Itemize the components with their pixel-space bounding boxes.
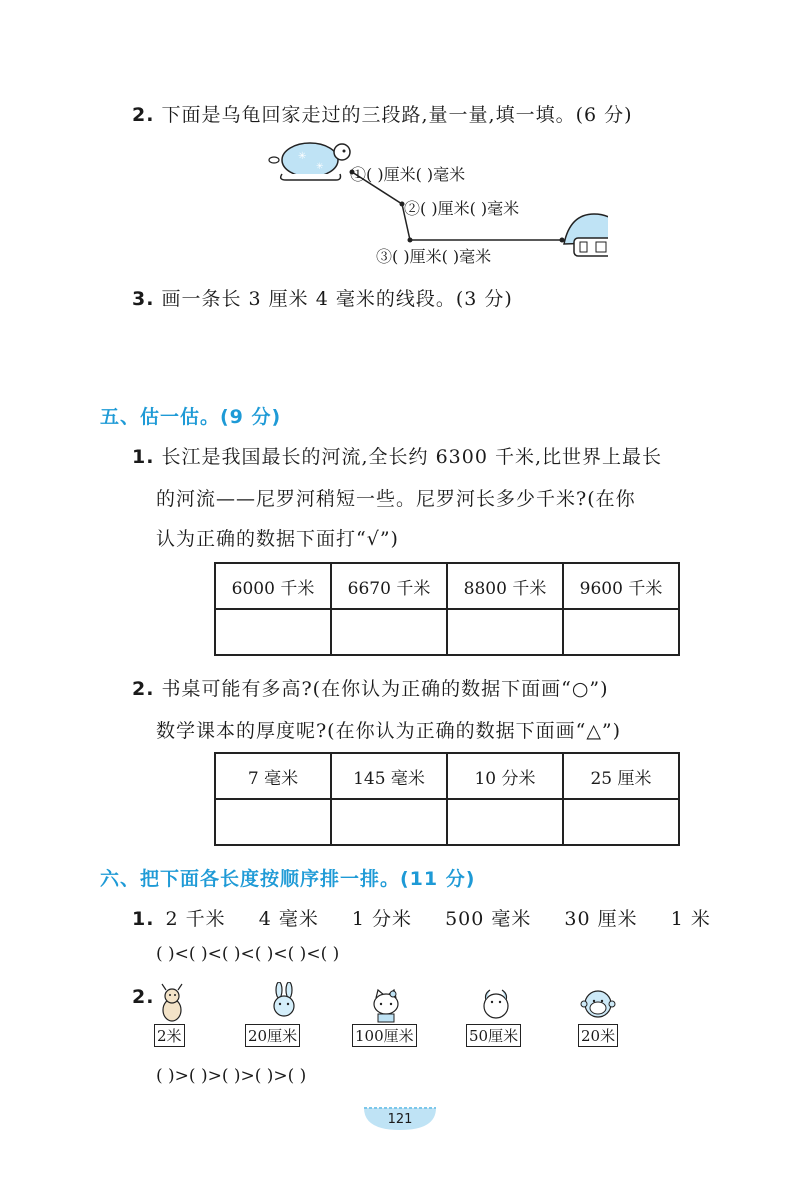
q5-2-answer-cell[interactable] — [563, 799, 679, 845]
q5-1-answer-cell[interactable] — [563, 609, 679, 655]
length-item: 2 千米 — [165, 908, 226, 930]
q5-2-line2: 数学课本的厚度呢?(在你认为正确的数据下面画“△”) — [156, 720, 622, 742]
length-item: 4 毫米 — [258, 908, 319, 930]
monkey-icon — [581, 991, 615, 1017]
animal-label: 20厘米 — [245, 1024, 300, 1047]
segment-2-blank[interactable]: ②( )厘米( )毫米 — [404, 199, 520, 218]
rabbit-icon — [274, 982, 294, 1016]
q5-1-line1: 1. 长江是我国最长的河流,全长约 6300 千米,比世界上最长 — [132, 446, 663, 468]
segment-1-blank[interactable]: ①( )厘米( )毫米 — [350, 165, 466, 184]
q5-1-option: 6670 千米 — [331, 563, 447, 609]
q5-2-answer-cell[interactable] — [447, 799, 563, 845]
page-number: 121 — [387, 1112, 413, 1127]
q5-2-number: 2. — [132, 678, 155, 700]
q5-2-answer-cell[interactable] — [215, 799, 331, 845]
q4-2-text: 下面是乌龟回家走过的三段路,量一量,填一填。(6 分) — [161, 104, 633, 126]
turtle-icon — [269, 143, 350, 180]
q5-2-option: 145 毫米 — [331, 753, 447, 799]
section-6-title: 六、把下面各长度按顺序排一排。(11 分) — [100, 868, 476, 890]
elephant-icon — [484, 990, 508, 1018]
q6-1-number: 1. — [132, 908, 155, 930]
animal-label: 100厘米 — [352, 1024, 417, 1047]
q5-2-option: 25 厘米 — [563, 753, 679, 799]
q4-3-prompt — [132, 284, 513, 311]
q5-1-line3: 认为正确的数据下面打“√”) — [156, 528, 399, 550]
deer-icon — [162, 984, 182, 1021]
q5-2-option: 7 毫米 — [215, 753, 331, 799]
q6-2-answer[interactable]: ( )>( )>( )>( )>( ) — [156, 1066, 307, 1086]
segment-3-blank[interactable]: ③( )厘米( )毫米 — [376, 247, 492, 266]
q5-2-option: 10 分米 — [447, 753, 563, 799]
q4-2-prompt — [132, 100, 633, 127]
q6-1-items — [132, 904, 711, 931]
q5-1-option: 8800 千米 — [447, 563, 563, 609]
length-item: 30 厘米 — [564, 908, 638, 930]
q6-1-answer[interactable]: ( )<( )<( )<( )<( )<( ) — [156, 944, 340, 964]
svg-text:✳: ✳ — [298, 151, 307, 162]
q5-1-option-table — [214, 562, 680, 656]
q5-1-answer-cell[interactable] — [331, 609, 447, 655]
cat-icon — [374, 990, 398, 1022]
animal-label: 20米 — [578, 1024, 618, 1047]
animal-label: 2米 — [154, 1024, 185, 1047]
q5-2-line1: 2. 书桌可能有多高?(在你认为正确的数据下面画“○”) — [132, 678, 609, 700]
q5-1-answer-cell[interactable] — [447, 609, 563, 655]
q5-1-answer-cell[interactable] — [215, 609, 331, 655]
length-item: 1 分米 — [351, 908, 413, 930]
q5-1-line2: 的河流——尼罗河稍短一些。尼罗河长多少千米?(在你 — [156, 488, 636, 510]
q4-3-text: 画一条长 3 厘米 4 毫米的线段。(3 分) — [161, 288, 513, 310]
q5-1-number: 1. — [132, 446, 155, 468]
q5-2-option-table — [214, 752, 680, 846]
q5-2-answer-cell[interactable] — [331, 799, 447, 845]
length-item: 500 毫米 — [445, 908, 532, 930]
house-icon — [564, 214, 608, 256]
section-5-title: 五、估一估。(9 分) — [100, 406, 282, 428]
svg-text:✳: ✳ — [316, 162, 324, 172]
q6-2-number: 2. — [132, 986, 155, 1008]
q4-2-number: 2. — [132, 104, 155, 126]
q4-3-number: 3. — [132, 288, 155, 310]
q5-1-option: 9600 千米 — [563, 563, 679, 609]
animal-label: 50厘米 — [466, 1024, 521, 1047]
q5-1-option: 6000 千米 — [215, 563, 331, 609]
animal-row — [150, 982, 650, 1024]
length-item: 1 米 — [670, 908, 711, 930]
